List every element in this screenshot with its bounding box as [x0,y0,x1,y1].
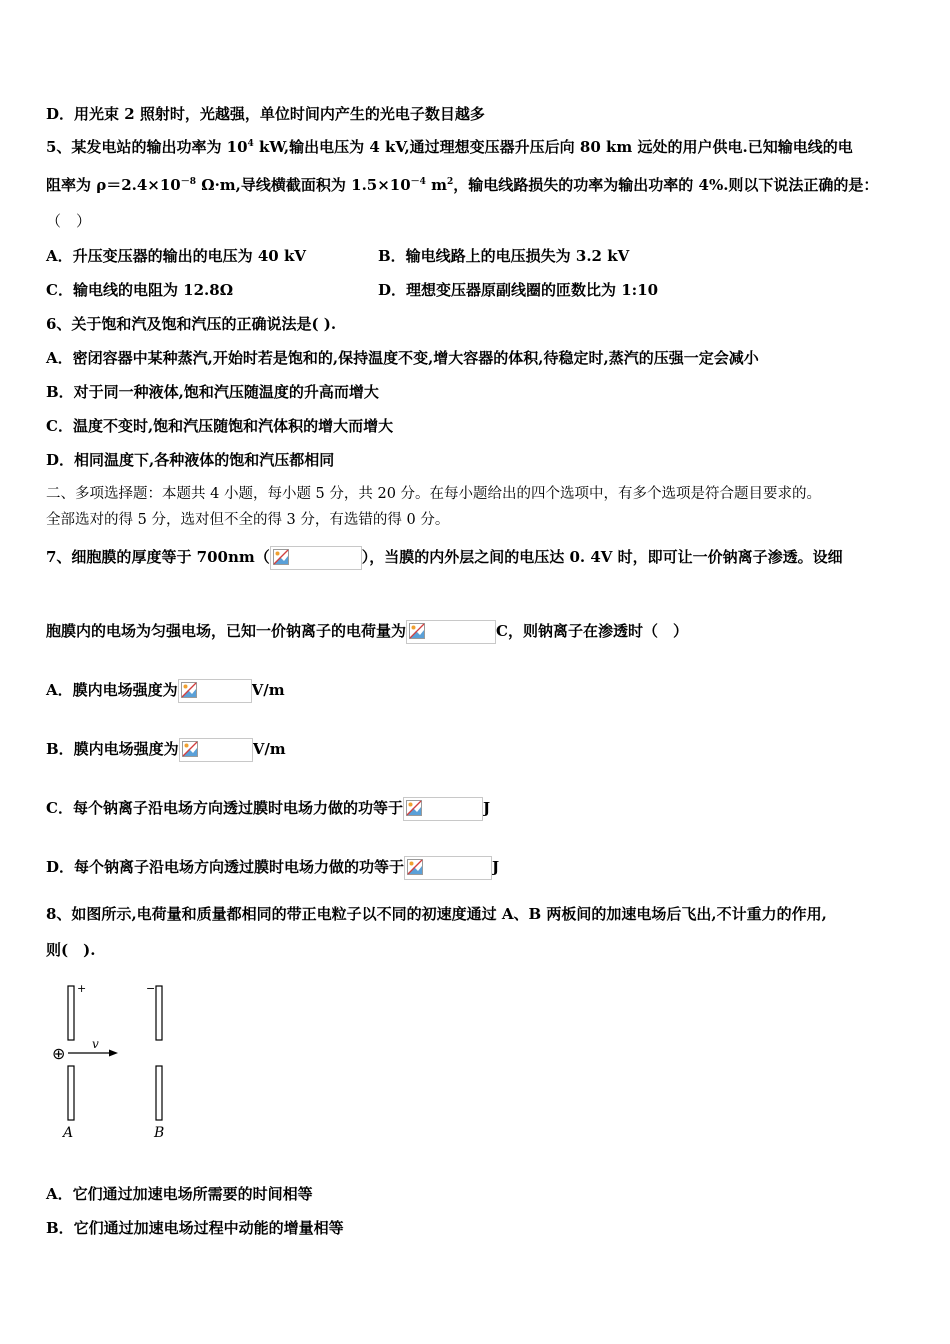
minus-sign: − [146,982,156,995]
broken-image-icon [181,682,197,698]
plate-a-label: A [63,1125,74,1141]
plate-b-top [156,986,162,1040]
q6-stem: 6、关于饱和汽及饱和汽压的正确说法是( ). [46,315,337,333]
section2-instructions-line1: 二、多项选择题：本题共 4 小题，每小题 5 分，共 20 分。在每小题给出的四个选项中，有多个选项是符合题目要求的。 [46,486,822,502]
q5-stem-line1: 5、某发电站的输出功率为 $10^4$ kW,输出电压为 4 kV,通过理想变压器升压后向 80 km 远处的用户供电.已知输电线的电 [46,138,853,156]
q7-formula-image-2 [406,620,496,644]
q8-stem-line1: 8、如图所示,电荷量和质量都相同的带正电粒子以不同的初速度通过 A、B 两板间的加速电场后飞出,不计重力的作用, [46,905,827,923]
q7-option-c-formula-image [403,797,483,821]
q7-option-b: B．膜内电场强度为 V/m [46,738,286,762]
q7-option-d-formula-image [404,856,492,880]
charged-particle: ⊕ [52,1044,66,1063]
q8-option-a: A．它们通过加速电场所需要的时间相等 [46,1185,313,1203]
q7-option-c: C．每个钠离子沿电场方向透过膜时电场力做的功等于 J [46,797,490,821]
q7-stem-line1: 7、细胞膜的厚度等于 700nm（ ），当膜的内外层之间的电压达 0. 4V 时，即可让一价钠离子渗透。设细 [46,546,843,570]
q5-stem-line2: 阻率为 $\rho=2.4\times 10^{-8}$ Ω·m,导线横截面积为 $1.5\times 10^{-4}$ $m^2$，输电线路损失的功率为输出功率的 4%.则以下说法正确的是： [46,176,879,194]
q8-option-b: B．它们通过加速电场过程中动能的增量相等 [46,1219,344,1237]
q8-stem-line2: 则( ). [46,941,96,959]
q7-option-d: D．每个钠离子沿电场方向透过膜时电场力做的功等于 J [46,856,499,880]
q7-option-a: A．膜内电场强度为 V/m [46,679,285,703]
plus-sign: + [77,982,87,995]
plate-b-label: B [154,1125,165,1141]
q5-option-d: D．理想变压器原副线圈的匝数比为 1:10 [378,281,659,299]
q5-option-b: B．输电线路上的电压损失为 3.2 kV [378,247,630,265]
plate-b-bottom [156,1066,162,1120]
q7-option-b-formula-image [179,738,253,762]
plate-a-bottom [68,1066,74,1120]
q7-formula-image-1 [270,546,362,570]
broken-image-icon [407,859,423,875]
broken-image-icon [406,800,422,816]
q5-answer-paren: （ ） [46,212,92,230]
broken-image-icon [409,623,425,639]
q6-option-c: C．温度不变时,饱和汽压随饱和汽体积的增大而增大 [46,417,394,435]
q5-option-a: A．升压变压器的输出的电压为 40 kV [46,247,306,265]
section2-instructions-line2: 全部选对的得 5 分，选对但不全的得 3 分，有选错的得 0 分。 [46,512,450,528]
q4-option-d: D．用光束 2 照射时，光越强，单位时间内产生的光电子数目越多 [46,105,485,123]
broken-image-icon [273,549,289,565]
plate-a-top [68,986,74,1040]
broken-image-icon [182,741,198,757]
q6-option-b: B．对于同一种液体,饱和汽压随温度的升高而增大 [46,383,379,401]
q5-option-c: C．输电线的电阻为 12.8Ω [46,281,234,299]
q6-option-d: D．相同温度下,各种液体的饱和汽压都相同 [46,451,335,469]
velocity-label: v [92,1037,99,1051]
q7-stem-line2: 胞膜内的电场为匀强电场，已知一价钠离子的电荷量为 C，则钠离子在渗透时（ ） [46,620,688,644]
q6-option-a: A．密闭容器中某种蒸汽,开始时若是饱和的,保持温度不变,增大容器的体积,待稳定时,蒸汽的压强一定会减小 [46,349,759,367]
arrow-head-icon [109,1050,118,1057]
q7-option-a-formula-image [178,679,252,703]
q8-plates-figure [46,980,186,1145]
